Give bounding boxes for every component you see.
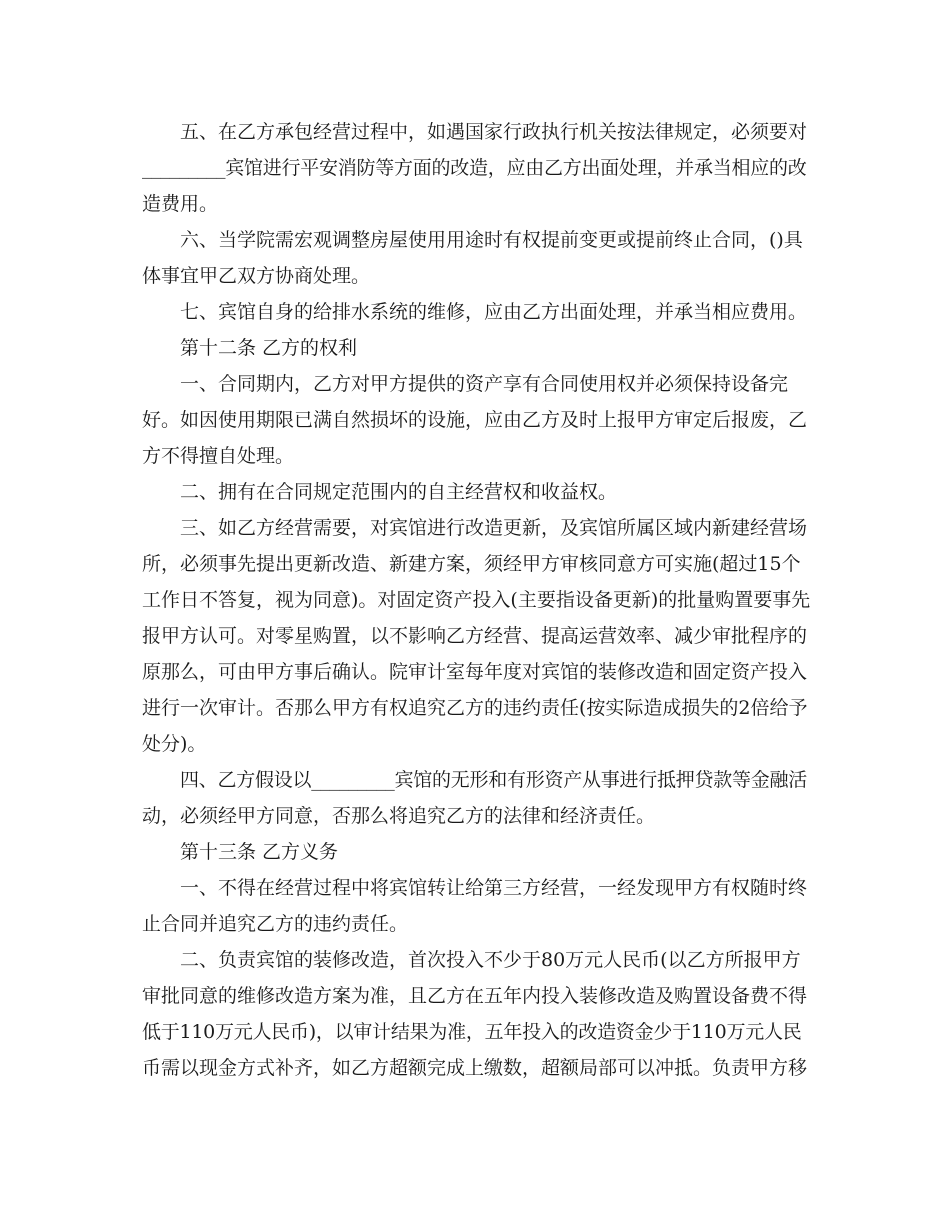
paragraph-line: 低于110万元人民币)，以审计结果为准，五年投入的改造资金少于110万元人民 <box>142 1021 802 1043</box>
paragraph-line: 方不得擅自处理。 <box>142 445 295 467</box>
paragraph-line: 六、当学院需宏观调整房屋使用用途时有权提前变更或提前终止合同，()具 <box>180 229 803 251</box>
paragraph-line: 动，必须经甲方同意，否那么将追究乙方的法律和经济责任。 <box>142 805 656 827</box>
paragraph-line: 币需以现金方式补齐，如乙方超额完成上缴数，超额局部可以冲抵。负责甲方移 <box>142 1057 808 1079</box>
paragraph-line: 造费用。 <box>142 193 219 215</box>
document-body <box>142 114 810 1086</box>
paragraph-line: 好。如因使用期限已满自然损坏的设施，应由乙方及时上报甲方审定后报废，乙 <box>142 409 808 431</box>
paragraph-line: 进行一次审计。否那么甲方有权追究乙方的违约责任(按实际造成损失的2倍给予 <box>142 697 808 719</box>
paragraph-line: 二、负责宾馆的装修改造，首次投入不少于80万元人民币(以乙方所报甲方 <box>180 949 801 971</box>
paragraph-line: 处分)。 <box>142 733 207 755</box>
paragraph-line: 五、在乙方承包经营过程中，如遇国家行政执行机关按法律规定，必须要对 <box>180 121 808 143</box>
paragraph-line: 一、不得在经营过程中将宾馆转让给第三方经营，一经发现甲方有权随时终 <box>180 877 808 899</box>
paragraph-line: 止合同并追究乙方的违约责任。 <box>142 913 409 935</box>
paragraph-line: 体事宜甲乙双方协商处理。 <box>142 265 371 287</box>
paragraph-line: 三、如乙方经营需要，对宾馆进行改造更新，及宾馆所属区域内新建经营场 <box>180 517 808 539</box>
paragraph-line: 报甲方认可。对零星购置，以不影响乙方经营、提高运营效率、减少审批程序的 <box>142 625 808 647</box>
paragraph-line: 工作日不答复，视为同意)。对固定资产投入(主要指设备更新)的批量购置要事先 <box>142 589 811 611</box>
paragraph-line: 七、宾馆自身的给排水系统的维修，应由乙方出面处理，并承当相应费用。 <box>180 301 808 323</box>
section-heading: 第十三条 乙方义务 <box>180 841 339 863</box>
section-heading: 第十二条 乙方的权利 <box>180 337 358 359</box>
paragraph-line: 原那么，可由甲方事后确认。院审计室每年度对宾馆的装修改造和固定资产投入 <box>142 661 808 683</box>
paragraph-line: 二、拥有在合同规定范围内的自主经营权和收益权。 <box>180 481 618 503</box>
paragraph-line: 一、合同期内，乙方对甲方提供的资产享有合同使用权并必须保持设备完 <box>180 373 789 395</box>
paragraph-line: 所，必须事先提出更新改造、新建方案，须经甲方审核同意方可实施(超过15个 <box>142 553 801 575</box>
paragraph-line: 四、乙方假设以_________宾馆的无形和有形资产从事进行抵押贷款等金融活 <box>180 769 808 791</box>
paragraph-line: _________宾馆进行平安消防等方面的改造，应由乙方出面处理，并承当相应的改 <box>142 157 807 179</box>
paragraph-line: 审批同意的维修改造方案为准，且乙方在五年内投入装修改造及购置设备费不得 <box>142 985 808 1007</box>
